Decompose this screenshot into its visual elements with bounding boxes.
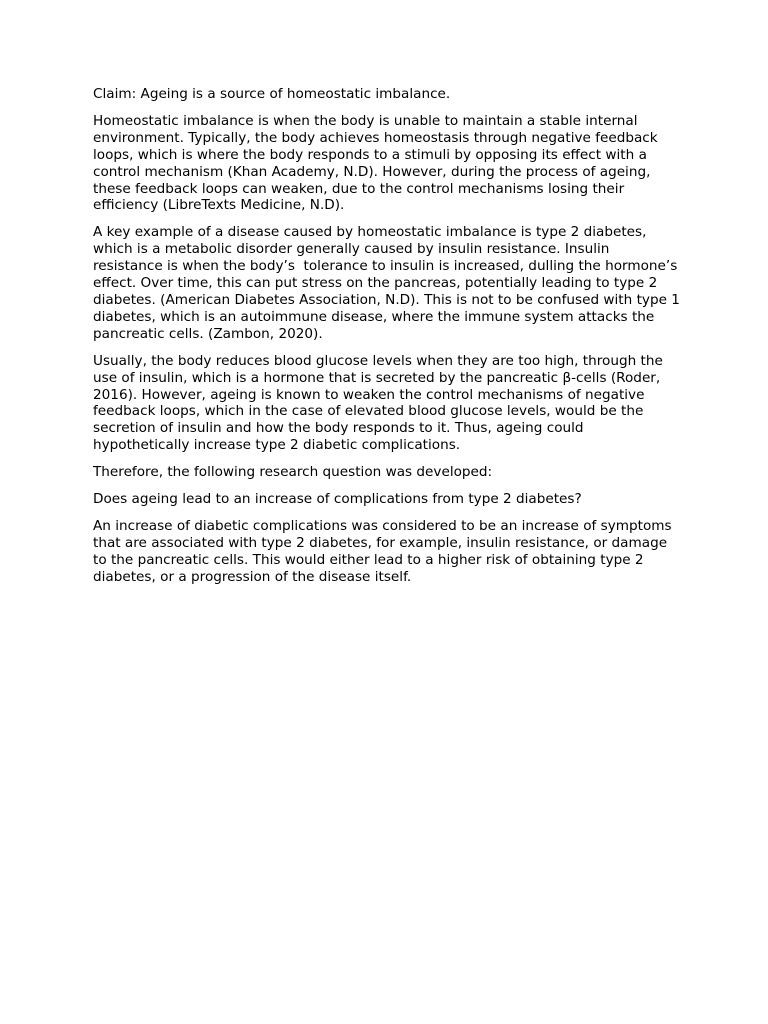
- document-body: [93, 86, 683, 596]
- complications-definition-paragraph: An increase of diabetic complications was considered to be an increase of symptoms that are associated with type 2 diabetes, for example, insulin resistance, or damage to the pancreatic cells. This would either lead to a higher risk of obtaining type 2 diabetes, or a progression of the disease itself.: [93, 517, 676, 585]
- claim-paragraph: Claim: Ageing is a source of homeostatic imbalance.: [93, 86, 451, 102]
- blood-glucose-paragraph: Usually, the body reduces blood glucose levels when they are too high, through the use of insulin, which is a hormone that is secreted by the pancreatic β-cells (Roder, 2016). However, ageing is known to weaken the control mechanisms of negative feedback loops, which in the case of elevated blood glucose levels, would be the secretion of insulin and how the body responds to it. Thus, ageing could hypothetically increase type 2 diabetic complications.: [93, 352, 668, 454]
- research-question: Does ageing lead to an increase of complications from type 2 diabetes?: [93, 491, 582, 508]
- type-2-diabetes-paragraph: A key example of a disease caused by homeostatic imbalance is type 2 diabetes, which is a metabolic disorder generally caused by insulin resistance. Insulin resistance is when the body’s tolerance to insulin is increased, dulling the hormone’s effect. Over time, this can put stress on the pancreas, potentially leading to type 2 diabetes. (American Diabetes Association, N.D). This is not to be confused with type 1 diabetes, which is an autoimmune disease, where the immune system attacks the pancreatic cells. (Zambon, 2020).: [93, 224, 685, 342]
- research-question-intro: Therefore, the following research question was developed:: [93, 464, 493, 481]
- homeostatic-imbalance-paragraph: Homeostatic imbalance is when the body is unable to maintain a stable internal environment. Typically, the body achieves homeostasis through negative feedback loops, which is where the body responds to a stimuli by opposing its effect with a control mechanism (Khan Academy, N.D). However, during the process of ageing, these feedback loops can weaken, due to the control mechanisms losing their efficiency (LibreTexts Medicine, N.D).: [93, 112, 662, 214]
